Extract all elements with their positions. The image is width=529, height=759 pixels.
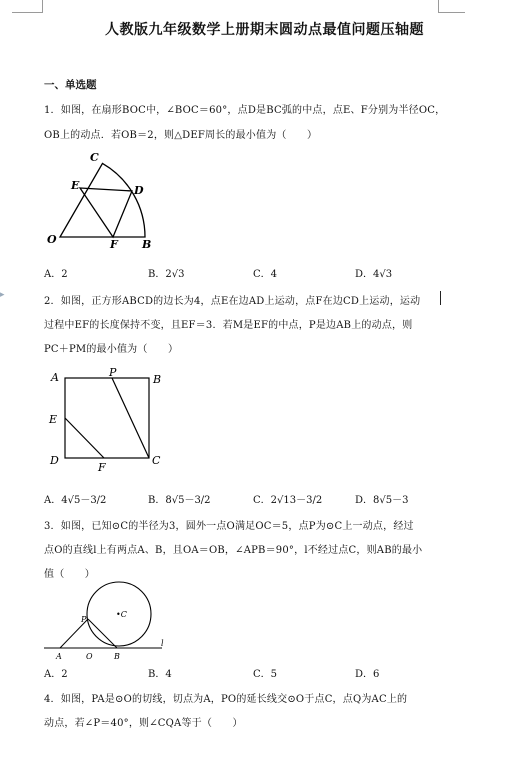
q3-line-3: 值（ ）	[44, 569, 95, 580]
document-title: 人教版九年级数学上册期末圆动点最值问题压轴题	[105, 22, 424, 38]
q3-line-1: 3．如图，已知⊙C的半径为3，圆外一点O满足OC＝5，点P为⊙C上一动点，经过	[44, 521, 414, 532]
q2-label-a: A	[51, 371, 59, 384]
q3-option-b[interactable]: B．4	[148, 669, 172, 680]
q1-label-c: C	[90, 151, 99, 164]
q1-label-o: O	[47, 233, 57, 246]
q2-option-b[interactable]: B．8√5－3/2	[148, 495, 211, 506]
q2-label-b: B	[153, 373, 162, 386]
q2-line-3: PC＋PM的最小值为（ ）	[44, 344, 179, 355]
q1-label-b: B	[142, 238, 152, 251]
q1-label-d: D	[134, 184, 144, 197]
q3-label-o: O	[86, 652, 93, 661]
q2-label-e: E	[49, 413, 58, 426]
q3-option-d[interactable]: D．6	[355, 669, 380, 680]
q2-label-d: D	[50, 454, 59, 467]
q2-option-a[interactable]: A．4√5－3/2	[44, 495, 107, 506]
q2-label-f: F	[98, 461, 106, 474]
q1-option-a[interactable]: A．2	[44, 269, 68, 280]
q1-line-1: 1．如图，在扇形BOC中，∠BOC＝60°，点D是BC弧的中点，点E、F分别为半径OC，	[44, 105, 446, 116]
q2-option-d[interactable]: D．8√5－3	[355, 495, 409, 506]
q4-line-1: 4．如图，PA是⊙O的切线，切点为A，PO的延长线交⊙O于点C，点Q为AC上的	[44, 694, 408, 705]
q2-label-c: C	[152, 454, 161, 467]
q4-line-2: 动点，若∠P＝40°，则∠CQA等于（ ）	[44, 718, 243, 729]
q3-segment-pb	[88, 619, 117, 648]
q3-label-l: l	[161, 639, 164, 648]
q3-line-2: 点O的直线l上有两点A、B，且OA＝OB，∠APB＝90°，l不经过点C，则AB的最小	[44, 545, 423, 556]
q2-label-p: P	[109, 366, 117, 379]
q3-option-a[interactable]: A．2	[44, 669, 68, 680]
q1-label-f: F	[110, 238, 118, 251]
q2-line-2: 过程中EF的长度保持不变，且EF＝3．若M是EF的中点，P是边AB上的动点，则	[44, 320, 413, 331]
section-heading: 一、单选题	[44, 79, 97, 91]
q2-option-c[interactable]: C．2√13－3/2	[253, 495, 323, 506]
margin-expand-icon[interactable]: ▸	[0, 290, 5, 300]
q3-label-a: A	[56, 652, 62, 661]
q2-line-1: 2．如图，正方形ABCD的边长为4，点E在边AD上运动，点F在边CD上运动，运动	[44, 296, 421, 307]
q1-option-d[interactable]: D．4√3	[355, 269, 393, 280]
q1-line-2: OB上的动点．若OB＝2，则△DEF周长的最小值为（ ）	[44, 130, 318, 141]
q3-label-b: B	[114, 652, 120, 661]
q3-label-p: P	[81, 615, 87, 624]
q1-label-e: E	[71, 179, 80, 192]
q3-label-c: •C	[116, 610, 127, 619]
q1-option-c[interactable]: C．4	[253, 269, 278, 280]
q3-option-c[interactable]: C．5	[253, 669, 278, 680]
q1-option-b[interactable]: B．2√3	[148, 269, 185, 280]
